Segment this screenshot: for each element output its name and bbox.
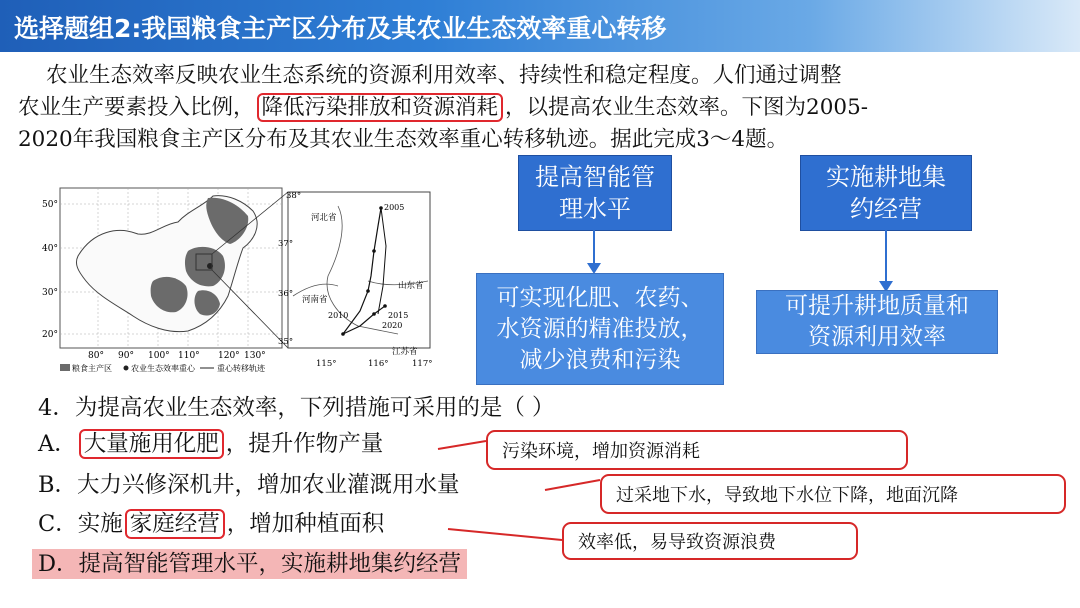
- box-text: 实施耕地集: [826, 163, 946, 191]
- province-jiangsu: 江苏省: [392, 347, 418, 357]
- legend-center: 农业生态效率重心: [131, 364, 195, 373]
- legend-grain: 粮食主产区: [72, 364, 112, 373]
- province-henan: 河南省: [302, 295, 328, 305]
- option-c-highlight: 家庭经营: [125, 509, 225, 539]
- lon-label: 80°: [88, 351, 104, 361]
- lat-label: 30°: [42, 288, 58, 298]
- lon-label: 120°: [218, 351, 240, 361]
- callout-c: 效率低，易导致资源浪费: [562, 522, 858, 560]
- legend-track: 重心转移轨迹: [217, 364, 265, 373]
- intro-line-2a: 农业生产要素投入比例，: [18, 95, 255, 120]
- inset-lon: 115°: [316, 359, 337, 369]
- intro-highlight: 降低污染排放和资源消耗: [257, 93, 504, 122]
- callout-b: 过采地下水，导致地下水位下降，地面沉降: [600, 474, 1066, 514]
- option-c-label: C．实施: [38, 511, 123, 537]
- inset-lat: 37°: [278, 239, 294, 249]
- inset-lat: 38°: [286, 191, 302, 201]
- year-label: 2020: [382, 321, 403, 330]
- inset-lon: 117°: [412, 359, 433, 369]
- inset-lat: 35°: [278, 337, 294, 347]
- option-a-highlight: 大量施用化肥: [79, 429, 224, 459]
- option-b[interactable]: B．大力兴修深机井，增加农业灌溉用水量: [38, 472, 460, 498]
- option-c-rest: ，增加种植面积: [226, 511, 385, 537]
- box-text: 水资源的精准投放，: [496, 315, 704, 342]
- province-shandong: 山东省: [398, 281, 424, 291]
- box-text: 提高智能管: [535, 163, 655, 191]
- inset-lat: 36°: [278, 289, 294, 299]
- option-d-text: D．提高智能管理水平，实施耕地集约经营: [32, 549, 467, 579]
- box-text: 可提升耕地质量和: [785, 293, 969, 319]
- page-title: 选择题组2:我国粮食主产区分布及其农业生态效率重心转移: [14, 14, 667, 43]
- intro-line-2b: ，以提高农业生态效率。下图为2005-: [505, 95, 869, 120]
- year-label: 2005: [384, 203, 405, 212]
- box-text: 可实现化肥、农药、: [496, 284, 704, 311]
- box-text: 减少浪费和污染: [519, 346, 681, 373]
- box-text: 约经营: [850, 195, 922, 223]
- intro-line-3: 2020年我国粮食主产区分布及其农业生态效率重心转移轨迹。据此完成3～4题。: [18, 127, 789, 152]
- year-label: 2015: [388, 311, 409, 320]
- lon-label: 100°: [148, 351, 170, 361]
- intro-line-1: 农业生态效率反映农业生态系统的资源利用效率、持续性和稳定程度。人们通过调整: [46, 63, 842, 88]
- year-label: 2010: [328, 311, 349, 320]
- box-text: 资源利用效率: [808, 324, 946, 350]
- lon-label: 110°: [178, 351, 200, 361]
- option-a-rest: ，提升作物产量: [225, 431, 384, 457]
- province-hebei: 河北省: [311, 213, 337, 223]
- question-stem: 4．为提高农业生态效率，下列措施可采用的是（ ）: [38, 395, 555, 421]
- inset-lon: 116°: [368, 359, 389, 369]
- lon-label: 90°: [118, 351, 134, 361]
- lat-label: 20°: [42, 330, 58, 340]
- option-a-label: A．: [38, 431, 77, 457]
- lon-label: 130°: [244, 351, 266, 361]
- callout-a: 污染环境，增加资源消耗: [486, 430, 908, 470]
- box-text: 理水平: [559, 195, 631, 223]
- lat-label: 50°: [42, 200, 58, 210]
- lat-label: 40°: [42, 244, 58, 254]
